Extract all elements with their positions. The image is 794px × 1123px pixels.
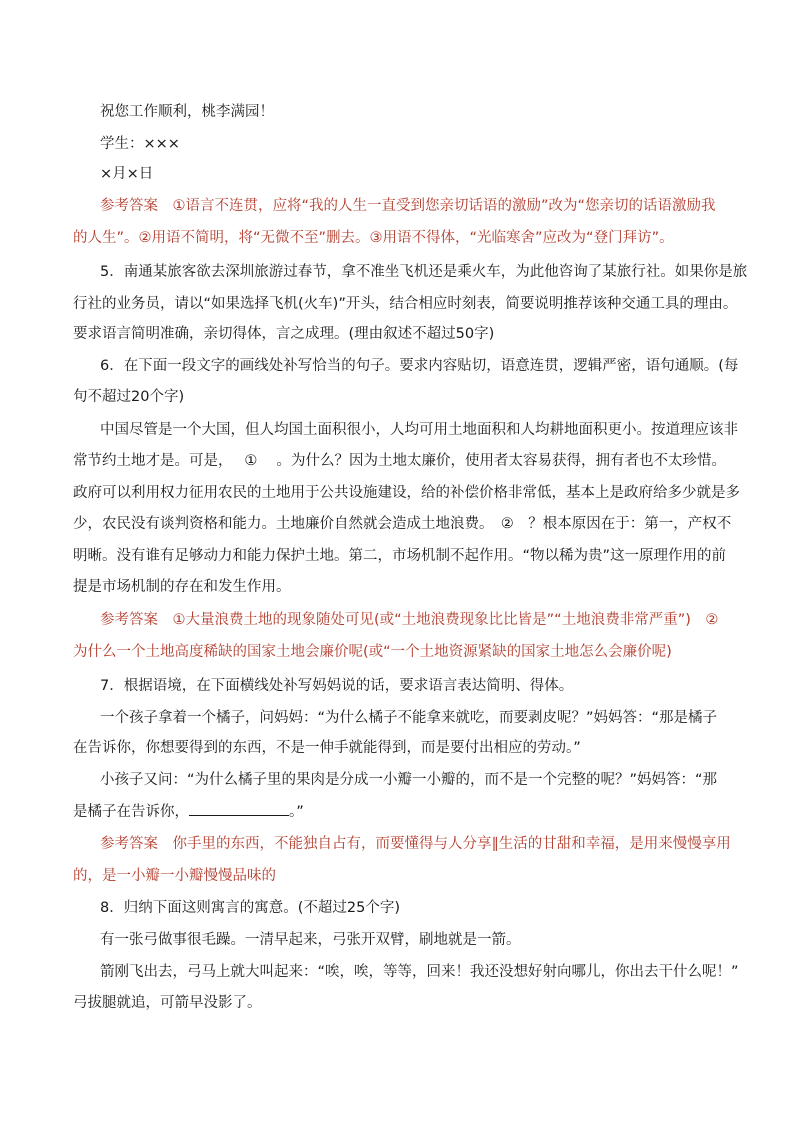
question-5-line-1: 5．南通某旅客欲去深圳旅游过春节，拿不准坐飞机还是乘火车，为此他咨询了某旅行社。如果你是旅	[100, 264, 748, 280]
question-8: 8．归纳下面这则寓言的寓意。(不超过25个字)	[100, 900, 400, 916]
passage-6-line-3: 政府可以利用权力征用农民的土地用于公共设施建设，给的补偿价格非常低，基本上是政府给多少就是多	[73, 485, 740, 501]
signature-student: 学生：×××	[100, 136, 180, 152]
passage-6-line-4: 少，农民没有谈判资格和能力。土地廉价自然就会造成土地浪费。 ② ？根本原因在于：第一，产权不	[73, 516, 732, 532]
answer-text: 你手里的东西，不能独自占有，而要懂得与人分享∥生活的甘甜和幸福，是用来慢慢享用	[172, 836, 731, 852]
question-5-line-3: 要求语言简明准确，亲切得体，言之成理。(理由叙述不超过50字)	[73, 326, 495, 342]
question-5-line-2: 行社的业务员，请以“如果选择飞机(火车)”开头，结合相应时刻表，简要说明推荐该种交通工具的理由。	[73, 296, 738, 312]
passage-7-line-1: 一个孩子拿着一个橘子，问妈妈：“为什么橘子不能拿来就吃，而要剥皮呢？”妈妈答：“那是橘子	[100, 710, 718, 726]
passage-7-line-4	[73, 801, 304, 822]
passage-7-text: 是橘子在告诉你，	[73, 804, 189, 820]
passage-6-line-1: 中国尽管是一个大国，但人均国土面积很小，人均可用土地面积和人均耕地面积更小。按道理应该非	[100, 422, 738, 438]
answer-7-line-1	[100, 834, 731, 854]
answer-label: 参考答案	[100, 612, 158, 628]
answer-4-line-2: 的人生”。②用语不简明，将“无微不至”删去。③用语不得体，“光临寒舍”应改为“登门拜访”。	[73, 230, 674, 246]
question-6-line-1: 6．在下面一段文字的画线处补写恰当的句子。要求内容贴切，语意连贯，逻辑严密，语句通顺。(每	[100, 358, 739, 374]
fable-line-1: 有一张弓做事很毛躁。一清早起来，弓张开双臂，刷地就是一箭。	[100, 932, 521, 948]
passage-7-line-2: 在告诉你，你想要得到的东西，不是一伸手就能得到，而是要付出相应的劳动。”	[73, 740, 581, 756]
fable-line-3: 弓拔腿就追，可箭早没影了。	[73, 995, 262, 1011]
passage-7-line-3: 小孩子又问：“为什么橘子里的果肉是分成一小瓣一小瓣的，而不是一个完整的呢？”妈妈答：“那	[100, 772, 718, 788]
question-7: 7．根据语境，在下面横线处补写妈妈说的话，要求语言表达简明、得体。	[100, 678, 574, 694]
fable-line-2: 箭刚飞出去，弓马上就大叫起来：“唉，唉，等等，回来！我还没想好射向哪儿，你出去干什么呢！”	[100, 964, 739, 980]
answer-label: 参考答案	[100, 836, 158, 852]
passage-7-end: 。”	[289, 804, 304, 820]
answer-label: 参考答案	[100, 198, 158, 214]
passage-6-line-5: 明晰。没有谁有足够动力和能力保护土地。第二，市场机制不起作用。“物以稀为贵”这一原理作用的前	[73, 548, 727, 564]
passage-6-line-2: 常节约土地才是。可是， ① 。为什么？因为土地太廉价，使用者太容易获得，拥有者也不太珍惜。	[73, 453, 726, 469]
answer-blank[interactable]	[189, 801, 289, 816]
closing-wish: 祝您工作顺利，桃李满园！	[100, 104, 274, 120]
answer-6-line-2: 为什么一个土地高度稀缺的国家土地会廉价呢(或“一个土地资源紧缺的国家土地怎么会廉价呢)	[73, 644, 672, 660]
answer-4-line-1	[100, 196, 716, 216]
answer-6-line-1	[100, 610, 718, 630]
answer-text: ①语言不连贯，应将“我的人生一直受到您亲切话语的激励”改为“您亲切的话语激励我	[172, 198, 716, 214]
answer-text: ①大量浪费土地的现象随处可见(或“土地浪费现象比比皆是”“土地浪费非常严重”) ②	[172, 612, 719, 628]
passage-6-line-6: 提是市场机制的存在和发生作用。	[73, 579, 291, 595]
signature-date: ×月×日	[100, 166, 154, 182]
question-6-line-2: 句不超过20个字)	[73, 389, 185, 405]
answer-7-line-2: 的，是一小瓣一小瓣慢慢品味的	[73, 868, 276, 884]
